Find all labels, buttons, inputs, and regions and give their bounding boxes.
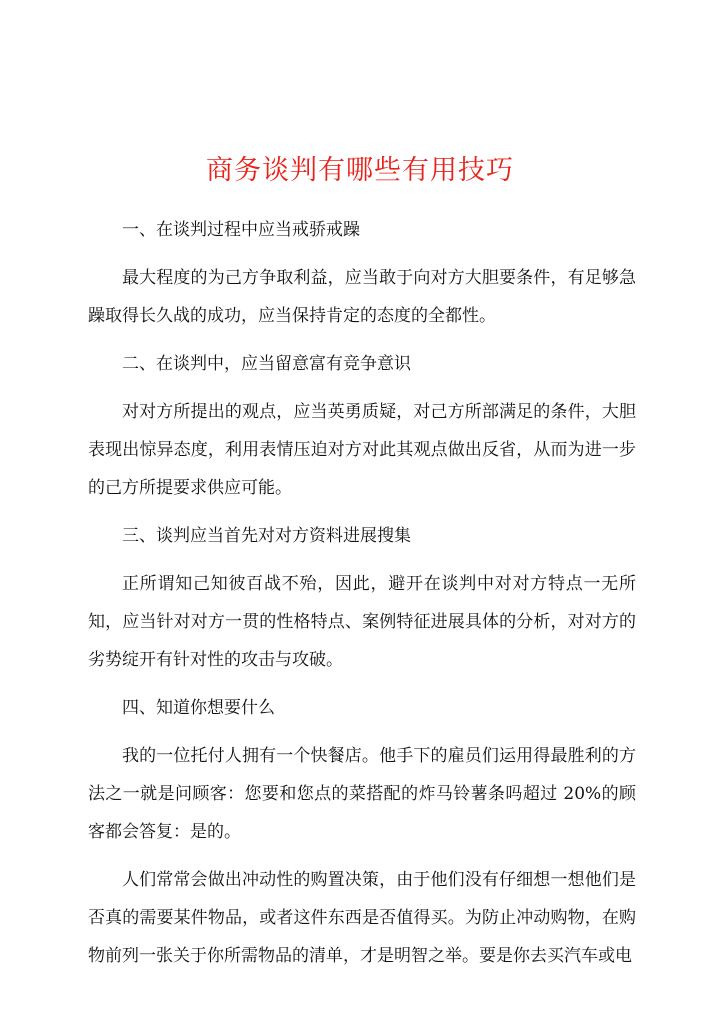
- paragraph-3: 正所谓知己知彼百战不殆，因此，避开在谈判中对对方特点一无所知，应当针对对方一贯的性格特点、案例特征进展具体的分析，对对方的劣势绽开有针对性的攻击与攻破。: [88, 574, 636, 670]
- section-heading-3: 三、谈判应当首先对对方资料进展搜集: [122, 526, 411, 546]
- paragraph-5: 人们常常会做出冲动性的购置决策，由于他们没有仔细想一想他们是否真的需要某件物品，或者这件东西是否值得买。为防止冲动购物，在购物前列一张关于你所需物品的清单，才是明智之举。要是你去买汽车或电: [88, 870, 636, 966]
- paragraph-4: 我的一位托付人拥有一个快餐店。他手下的雇员们运用得最胜利的方法之一就是问顾客：您要和您点的菜搭配的炸马铃薯条吗超过 20%的顾客都会答复：是的。: [88, 746, 636, 842]
- document-body: [88, 211, 636, 985]
- section-heading-1: 一、在谈判过程中应当戒骄戒躁: [122, 220, 360, 240]
- section-heading-4: 四、知道你想要什么: [122, 698, 275, 718]
- paragraph-1: 最大程度的为己方争取利益，应当敢于向对方大胆要条件，有足够急躁取得长久战的成功，应当保持肯定的态度的全都性。: [88, 268, 636, 326]
- document-title: 商务谈判有哪些有用技巧: [206, 155, 514, 186]
- paragraph-2: 对对方所提出的观点，应当英勇质疑，对己方所部满足的条件，大胆表现出惊异态度，利用表情压迫对方对此其观点做出反省，从而为进一步的己方所提要求供应可能。: [88, 402, 636, 498]
- section-heading-2: 二、在谈判中，应当留意富有竞争意识: [122, 354, 411, 374]
